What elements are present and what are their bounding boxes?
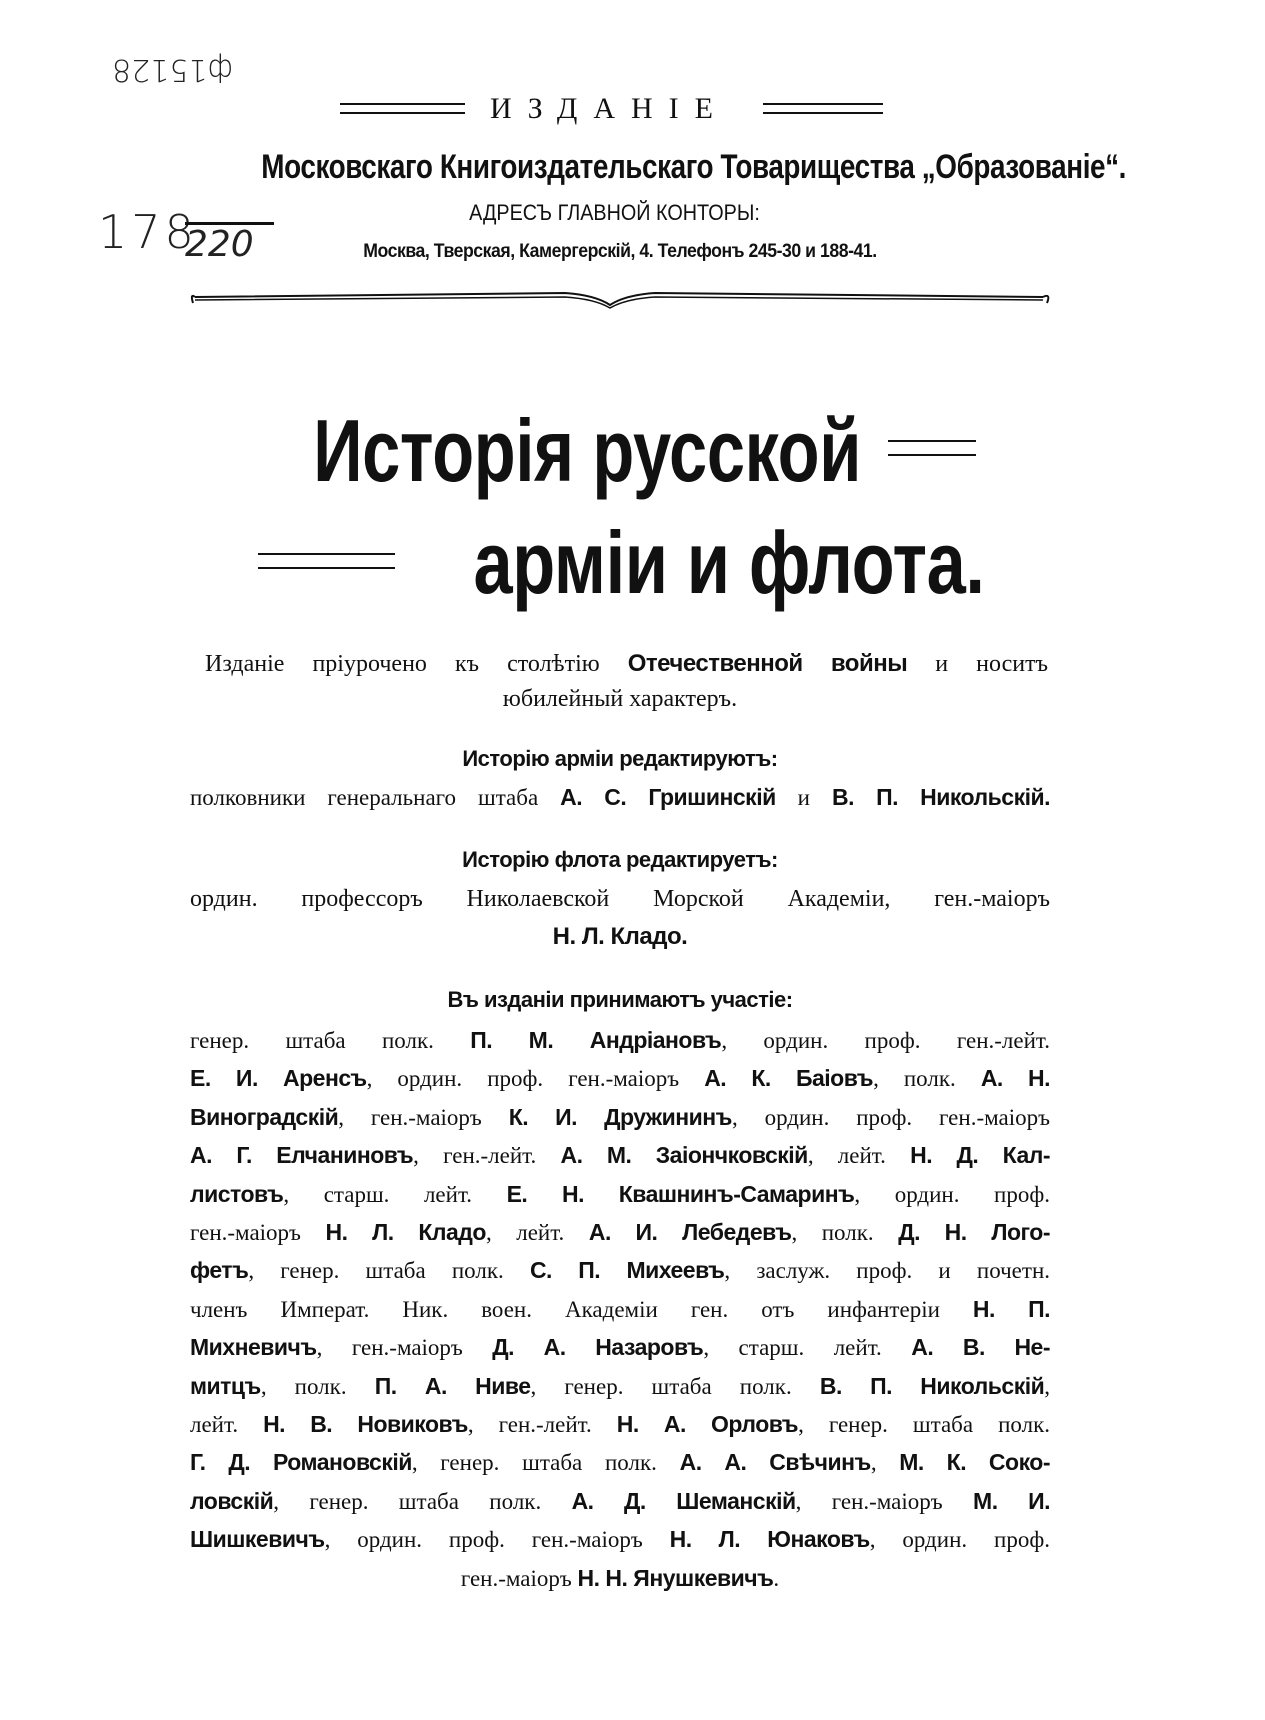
- text-segment: , ген.-лейт.: [467, 1412, 617, 1437]
- text-segment: , генер. штаба полк.: [411, 1450, 680, 1476]
- army-editors: [190, 778, 1050, 816]
- participants-line: [190, 1328, 1050, 1366]
- participants-line: [190, 1136, 1050, 1174]
- participants-line: [190, 1213, 1050, 1251]
- intro-line-2: юбилейный характеръ.: [502, 686, 738, 712]
- army-heading: Исторію арміи редактируютъ:: [462, 746, 778, 771]
- publisher-name: Московскаго Книгоиздательскаго Товарищества „Образованіе“.: [261, 148, 1127, 186]
- name-bold: Н. А. Орловъ: [616, 1411, 799, 1437]
- text-segment: , генер. штаба полк.: [798, 1412, 1050, 1437]
- text-segment: .: [773, 1565, 780, 1591]
- text-segment: , лейт.: [485, 1220, 589, 1245]
- text-segment: , ордин. проф. ген.-лейт.: [721, 1028, 1050, 1053]
- text-segment: , полк.: [260, 1373, 375, 1399]
- name-bold: Шишкевичъ: [190, 1526, 325, 1553]
- name-bold: А. Д. Шеманскій: [571, 1487, 796, 1514]
- name-bold: М. И.: [973, 1487, 1050, 1514]
- participants-line: [190, 1175, 1050, 1213]
- participants-heading: Въ изданіи принимаютъ участіе:: [447, 987, 793, 1012]
- handwritten-shelfmark: ф15128: [112, 52, 234, 87]
- name-bold: Н. П.: [972, 1295, 1051, 1322]
- participants-line: [190, 1443, 1050, 1481]
- text-segment: , старш. лейт.: [283, 1181, 507, 1207]
- name-bold: митцъ: [190, 1372, 261, 1399]
- intro-line-1: [205, 645, 1048, 683]
- text-segment: , генер. штаба полк.: [248, 1258, 530, 1284]
- address-label: АДРЕСЪ ГЛАВНОЙ КОНТОРЫ:: [469, 200, 760, 225]
- participants-line: [190, 1559, 1050, 1597]
- title-line-1: Исторія русской: [313, 401, 862, 500]
- name-bold: А. И. Лебедевъ: [588, 1219, 792, 1245]
- name-bold: В. П. Никольскій.: [831, 784, 1051, 810]
- name-bold: Михневичъ: [190, 1334, 317, 1361]
- text-segment: , ордин. проф. ген.-маіоръ: [324, 1527, 670, 1553]
- fleet-editor-line-1: ордин. профессоръ Николаевской Морской Академіи, ген.-маіоръ: [190, 886, 1050, 912]
- text-segment: лейт.: [190, 1412, 264, 1437]
- text-segment: , полк.: [791, 1220, 899, 1245]
- text-segment: членъ Императ. Ник. воен. Академіи ген. отъ инфантеріи: [190, 1296, 973, 1322]
- participants-line: [190, 1520, 1050, 1558]
- title-rule-left: [258, 553, 395, 569]
- name-bold: Д. А. Назаровъ: [492, 1334, 704, 1361]
- text-segment: Изданіе пріурочено къ столѣтію: [205, 651, 628, 677]
- ornamental-divider: [185, 283, 1055, 313]
- text-segment: , ордин. проф. ген.-маіоръ: [366, 1066, 705, 1092]
- participants-line: [190, 1482, 1050, 1520]
- name-bold: А. К. Баіовъ: [704, 1065, 874, 1092]
- name-bold: Н. Л. Юнаковъ: [669, 1526, 870, 1553]
- handwritten-number-220: 220: [185, 222, 274, 265]
- fleet-heading: Исторію флота редактируетъ:: [462, 847, 778, 872]
- name-bold: П. М. Андріановъ: [470, 1027, 722, 1053]
- text-segment: ,: [1044, 1373, 1050, 1399]
- text-segment: , ордин. проф.: [869, 1527, 1050, 1553]
- address: Москва, Тверская, Камергерскій, 4. Телефонъ 245-30 и 188-41.: [363, 241, 877, 262]
- name-bold: А. А. Свѣчинъ: [679, 1449, 871, 1476]
- name-bold: Е. Н. Квашнинъ-Самаринъ: [506, 1180, 855, 1207]
- name-bold: Н. Д. Кал-: [910, 1142, 1051, 1169]
- name-bold: С. П. Михеевъ: [529, 1257, 725, 1284]
- handwritten-number-178: 178: [98, 205, 198, 259]
- name-bold: фетъ: [190, 1257, 249, 1284]
- text-segment: ген.-маіоръ: [190, 1220, 326, 1245]
- text-segment: , лейт.: [807, 1143, 911, 1169]
- name-bold: М. К. Соко-: [899, 1449, 1050, 1476]
- participants-line: [190, 1367, 1050, 1405]
- text-segment: , старш. лейт.: [703, 1335, 912, 1361]
- edition-rule-right: [763, 103, 883, 114]
- participants-line: [190, 1021, 1050, 1059]
- text-segment: ген.-маіоръ: [460, 1565, 578, 1591]
- text-segment: , полк.: [873, 1066, 981, 1092]
- fleet-editor-line-2: Н. Л. Кладо.: [552, 923, 688, 950]
- text-segment: генер. штаба полк.: [190, 1028, 471, 1053]
- text-segment: , ген.-маіоръ: [795, 1488, 974, 1514]
- name-bold: А. Г. Елчаниновъ: [190, 1142, 414, 1169]
- text-segment: , ген.-маіоръ: [316, 1335, 493, 1361]
- text-segment: , генер. штаба полк.: [273, 1488, 572, 1514]
- title-line-2: арміи и флота.: [473, 513, 985, 612]
- participants-line: [190, 1098, 1050, 1136]
- text-segment: и: [775, 785, 832, 810]
- text-segment: полковники генеральнаго штаба: [190, 785, 561, 810]
- name-bold: ловскій: [190, 1487, 274, 1514]
- name-bold: П. А. Ниве: [374, 1372, 531, 1399]
- text-segment: ,: [870, 1450, 900, 1476]
- name-bold: А. Н.: [980, 1065, 1050, 1092]
- name-bold: Отечественной войны: [627, 650, 908, 677]
- text-segment: , заслуж. проф. и почетн.: [724, 1258, 1050, 1284]
- participants-line: [190, 1405, 1050, 1443]
- name-bold: Е. И. Аренсъ: [190, 1065, 367, 1092]
- title-rule-right: [888, 440, 976, 456]
- edition-rule-left: [340, 103, 465, 114]
- name-bold: Н. Л. Кладо: [325, 1219, 486, 1245]
- name-bold: Виноградскій: [190, 1103, 339, 1130]
- text-segment: , ордин. проф.: [854, 1181, 1051, 1207]
- edition-label: ИЗДАНІЕ: [490, 92, 729, 125]
- name-bold: Г. Д. Романовскій: [190, 1449, 412, 1476]
- name-bold: Н. В. Новиковъ: [263, 1411, 468, 1437]
- name-bold: Н. Н. Янушкевичъ: [577, 1564, 774, 1591]
- participants-line: [190, 1290, 1050, 1328]
- name-bold: листовъ: [190, 1180, 284, 1207]
- text-segment: , ген.-маіоръ: [338, 1104, 509, 1130]
- text-segment: , ген.-лейт.: [413, 1143, 561, 1169]
- name-bold: А. В. Не-: [911, 1334, 1050, 1361]
- text-segment: , ордин. проф. ген.-маіоръ: [731, 1104, 1050, 1130]
- participants-line: [190, 1251, 1050, 1289]
- name-bold: Д. Н. Лого-: [898, 1219, 1050, 1245]
- participants-line: [190, 1059, 1050, 1097]
- text-segment: и носитъ: [907, 651, 1048, 677]
- name-bold: А. М. Заіончковскій: [560, 1142, 808, 1169]
- name-bold: А. С. Гришинскій: [560, 784, 776, 810]
- name-bold: В. П. Никольскій: [819, 1372, 1045, 1399]
- text-segment: , генер. штаба полк.: [530, 1373, 820, 1399]
- name-bold: К. И. Дружининъ: [508, 1103, 732, 1130]
